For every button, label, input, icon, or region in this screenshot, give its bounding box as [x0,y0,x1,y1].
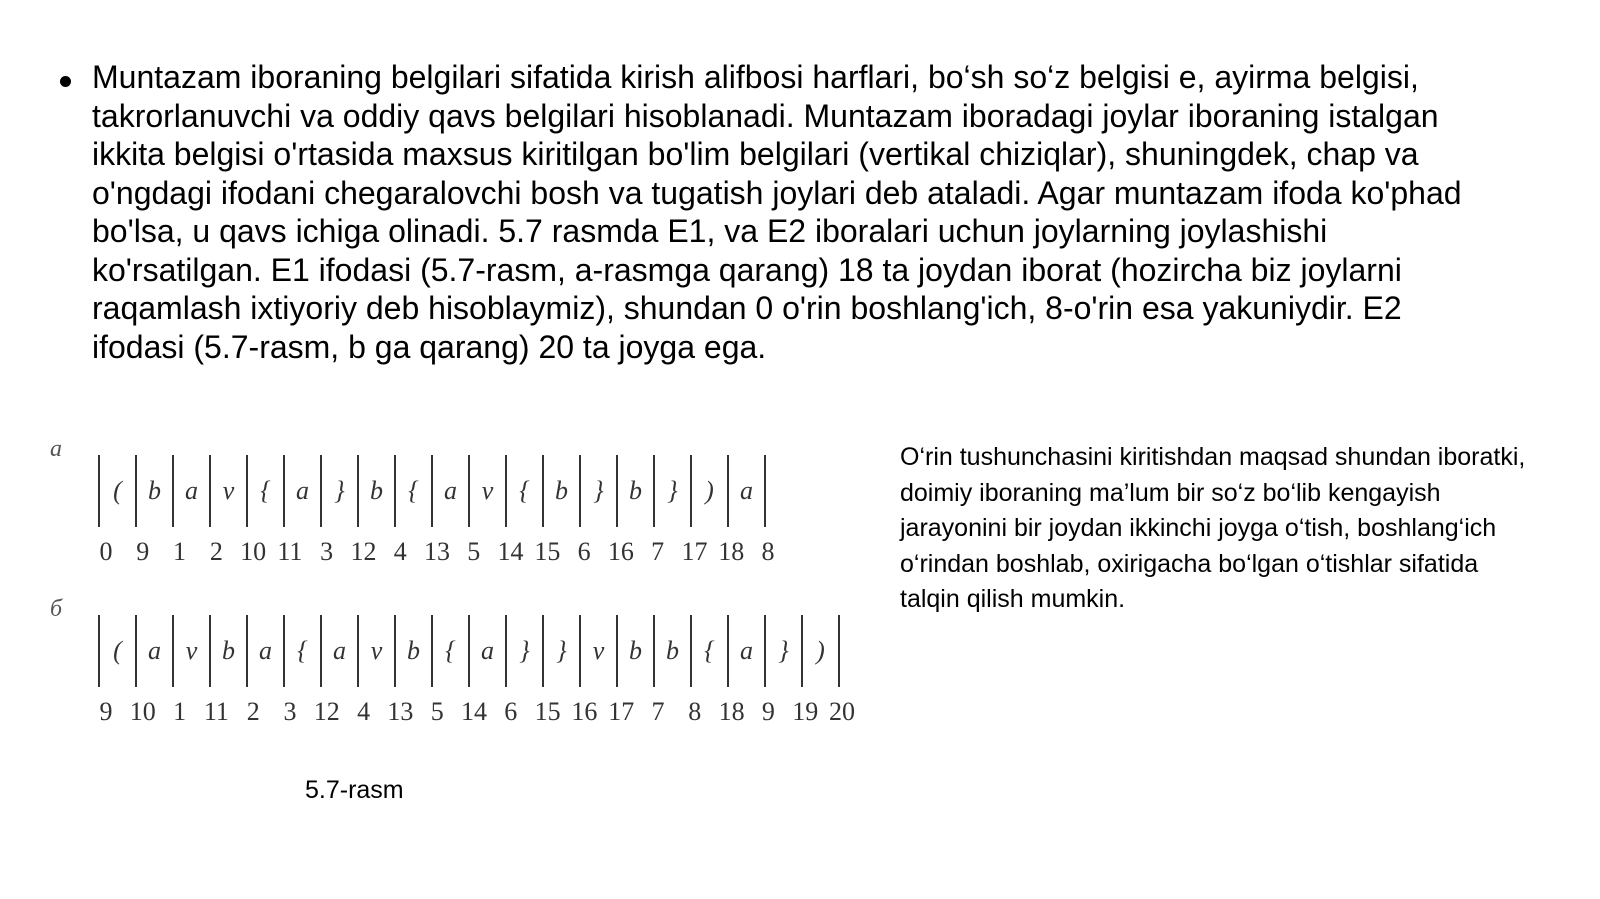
strip-symbol-cell: { [692,615,729,687]
main-bullet [60,58,1470,366]
strip-position-number: 19 [792,697,819,726]
strip-symbol-cell: a [322,615,359,687]
strip-position-number: 10 [240,537,267,566]
strip-position-number: 20 [829,697,855,726]
strip-position-number: 3 [320,537,334,566]
bullet-dot-icon [60,76,71,87]
strip-position-number: 9 [136,537,150,566]
strip-position-number: 0 [99,537,113,566]
strip-a-numbers [98,537,775,577]
strip-position-number: 9 [761,697,775,726]
strip-symbol-cell: } [581,455,618,527]
strip-symbol-cell: } [655,455,692,527]
strip-symbol-cell: a [248,615,285,687]
strip-position-number: 13 [424,537,450,566]
strip-symbol-cell: { [248,455,285,527]
figure-label-a: a [50,436,62,462]
strip-position-number: 13 [387,697,414,726]
strip-symbol-cell: b [211,615,248,687]
strip-position-number: 9 [99,697,113,726]
position-strip-a [98,455,775,585]
strip-position-number: 12 [350,537,377,566]
strip-position-number: 14 [497,537,524,566]
strip-symbol-cell: { [285,615,322,687]
strip-symbol-cell: b [359,455,396,527]
strip-position-number: 2 [246,697,260,726]
strip-position-number: 15 [534,697,561,726]
strip-symbol-cell: b [396,615,433,687]
strip-symbol-cell: a [285,455,322,527]
strip-symbol-cell: ( [100,615,137,687]
strip-symbol-cell: b [618,615,655,687]
strip-symbol-cell: v [359,615,396,687]
side-paragraph: O‘rin tushunchasini kiritishdan maqsad shundan iboratki, doimiy iboraning ma’lum bir so‘z bo‘lib kengayish jarayonini bir joydan ikkinchi joyga o‘tish, boshlang‘ich o‘rindan boshlab, oxirigacha bo‘lgan o‘tishlar sifatida talqin qilish mumkin. [900,443,1526,613]
strip-position-number: 18 [718,537,745,566]
strip-position-number: 7 [651,697,665,726]
strip-position-number: 7 [651,537,665,566]
strip-position-number: 3 [283,697,297,726]
strip-position-number: 8 [761,537,775,566]
strip-symbol-cell: { [396,455,433,527]
strip-symbol-cell: { [433,615,470,687]
strip-position-number: 10 [129,697,156,726]
strip-symbol-cell: v [211,455,248,527]
strip-symbol-cell: } [766,615,803,687]
strip-symbol-cell: b [544,455,581,527]
strip-position-number: 2 [209,537,223,566]
strip-b-cells [98,615,840,687]
strip-symbol-cell: ) [692,455,729,527]
strip-symbol-cell: a [729,455,766,527]
strip-symbol-cell: b [618,455,655,527]
strip-symbol-cell: } [507,615,544,687]
strip-position-number: 4 [357,697,371,726]
strip-symbol-cell: a [174,455,211,527]
figure-label-b: б [50,596,63,622]
strip-symbol-cell: ( [100,455,137,527]
strip-position-number: 16 [607,537,634,566]
figure-caption: 5.7-rasm [305,776,404,804]
strip-position-number: 11 [277,537,303,566]
strip-position-number: 18 [718,697,745,726]
strip-position-number: 5 [430,697,444,726]
strip-position-number: 8 [688,697,702,726]
strip-position-number: 14 [461,697,487,726]
strip-a-cells [98,455,766,527]
strip-symbol-cell: v [174,615,211,687]
strip-symbol-cell: } [544,615,581,687]
strip-position-number: 17 [681,537,708,566]
strip-symbol-cell: v [470,455,507,527]
strip-position-number: 1 [173,537,187,566]
strip-symbol-cell: a [137,615,174,687]
strip-position-number: 1 [173,697,187,726]
strip-symbol-cell: } [322,455,359,527]
strip-position-number: 16 [571,697,598,726]
strip-symbol-cell: b [137,455,174,527]
strip-symbol-cell: ) [803,615,840,687]
strip-position-number: 17 [608,697,635,726]
strip-position-number: 15 [534,537,561,566]
strip-position-number: 12 [313,697,340,726]
strip-position-number: 6 [577,537,591,566]
position-strip-b [98,615,855,745]
strip-position-number: 4 [393,537,407,566]
strip-symbol-cell: a [433,455,470,527]
strip-symbol-cell: a [729,615,766,687]
strip-position-number: 6 [504,697,518,726]
strip-symbol-cell: v [581,615,618,687]
strip-b-numbers [98,697,855,737]
main-paragraph: Muntazam iboraning belgilari sifatida kirish alifbosi harflari, bo‘sh so‘z belgisi e, ayirma belgisi, takrorlanuvchi va oddiy qavs belgilari hisoblanadi. Muntazam iboradagi joylar iboraning istalgan ikkita belgisi o'rtasida maxsus kiritilgan bo'lim belgilari (vertikal chiziqlar), shuningdek, chap va o'ngdagi ifodani chegaralovchi bosh va tugatish joylari deb ataladi. Agar muntazam ifoda ko'phad bo'lsa, u qavs ichiga olinadi. 5.7 rasmda E1, va E2 iboralari uchun joylarning joylashishi ko'rsatilgan. E1 ifodasi (5.7-rasm, a-rasmga qarang) 18 ta joydan iborat (hozircha biz joylarni raqamlash ixtiyoriy deb hisoblaymiz), shundan 0 o'rin boshlang'ich, 8-o'rin esa yakuniydir. E2 ifodasi (5.7-rasm, b ga qarang) 20 ta joyga ega. [92,59,1462,365]
strip-symbol-cell: b [655,615,692,687]
strip-position-number: 11 [203,697,229,726]
strip-position-number: 5 [467,537,481,566]
strip-symbol-cell: a [470,615,507,687]
strip-symbol-cell: { [507,455,544,527]
